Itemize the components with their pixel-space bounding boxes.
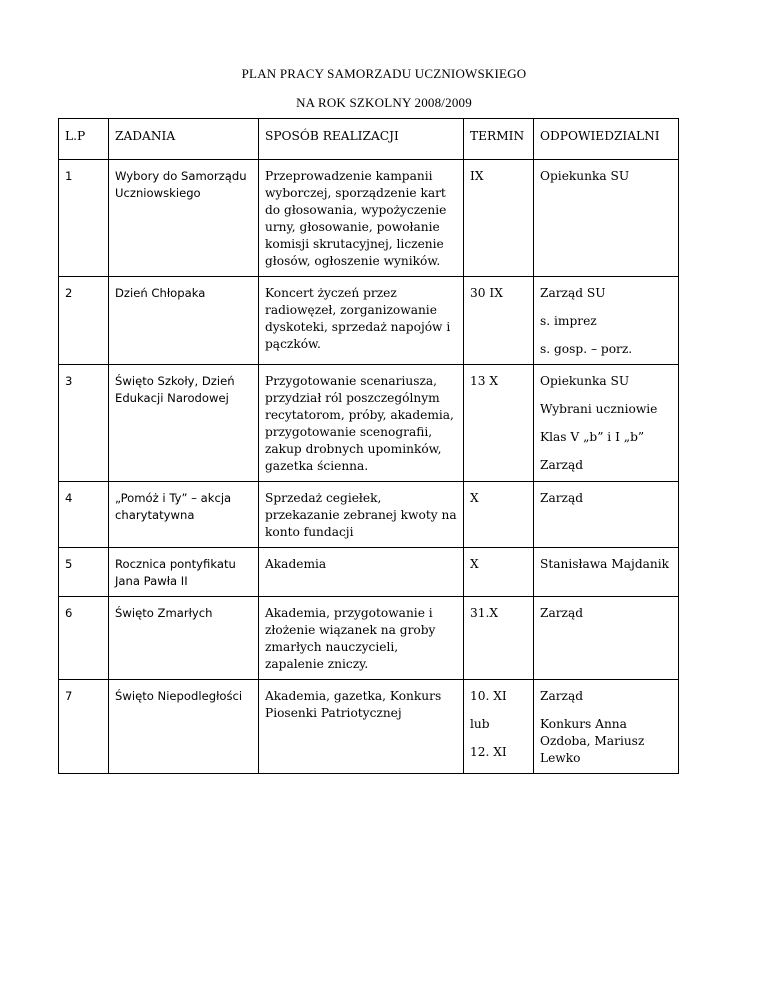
cell-termin bbox=[464, 597, 534, 680]
cell-termin-line: X bbox=[470, 491, 479, 505]
cell-lp: 1 bbox=[59, 160, 109, 277]
cell-sposob-realizacji: Przygotowanie scenariusza, przydział ról poszczególnym recytatorom, próby, akademia, przygotowanie scenografii, zakup drobnych upominków, gazetka ścienna. bbox=[259, 365, 464, 482]
cell-odpowiedzialni bbox=[534, 597, 679, 680]
table-header-row bbox=[59, 119, 679, 160]
cell-termin-line: IX bbox=[470, 169, 484, 183]
cell-odpowiedzialni-line: Zarząd bbox=[540, 606, 584, 620]
cell-zadania: Święto Niepodległości bbox=[109, 680, 259, 774]
cell-odpowiedzialni-line: Opiekunka SU bbox=[540, 374, 630, 388]
header-lp: L.P bbox=[59, 119, 109, 160]
cell-termin-line: X bbox=[470, 557, 479, 571]
cell-odpowiedzialni-line: Zarząd SU bbox=[540, 286, 606, 300]
header-odpowiedzialni: ODPOWIEDZIALNI bbox=[534, 119, 679, 160]
cell-odpowiedzialni bbox=[534, 160, 679, 277]
document-subtitle: NA ROK SZKOLNY 2008/2009 bbox=[296, 95, 472, 110]
cell-odpowiedzialni bbox=[534, 680, 679, 774]
cell-termin-line: lub bbox=[470, 717, 490, 731]
cell-zadania: Wybory do Samorządu Uczniowskiego bbox=[109, 160, 259, 277]
cell-odpowiedzialni-line: Opiekunka SU bbox=[540, 169, 630, 183]
cell-lp: 3 bbox=[59, 365, 109, 482]
table-row bbox=[59, 277, 679, 365]
cell-odpowiedzialni-line: Stanisława Majdanik bbox=[540, 557, 670, 571]
cell-termin bbox=[464, 680, 534, 774]
cell-odpowiedzialni bbox=[534, 548, 679, 597]
cell-termin bbox=[464, 365, 534, 482]
cell-zadania: Dzień Chłopaka bbox=[109, 277, 259, 365]
cell-lp: 2 bbox=[59, 277, 109, 365]
cell-sposob-realizacji: Sprzedaż cegiełek, przekazanie zebranej kwoty na konto fundacji bbox=[259, 482, 464, 548]
cell-sposob-realizacji: Koncert życzeń przez radiowęzeł, zorganizowanie dyskoteki, sprzedaż napojów i pączków. bbox=[259, 277, 464, 365]
cell-lp: 6 bbox=[59, 597, 109, 680]
cell-odpowiedzialni bbox=[534, 365, 679, 482]
table-row bbox=[59, 365, 679, 482]
cell-odpowiedzialni bbox=[534, 277, 679, 365]
cell-sposob-realizacji: Akademia, gazetka, Konkurs Piosenki Patriotycznej bbox=[259, 680, 464, 774]
cell-sposob-realizacji: Akademia bbox=[259, 548, 464, 597]
cell-zadania: Święto Zmarłych bbox=[109, 597, 259, 680]
cell-odpowiedzialni-line: s. imprez bbox=[540, 314, 597, 328]
cell-termin bbox=[464, 482, 534, 548]
table-row bbox=[59, 680, 679, 774]
cell-termin bbox=[464, 160, 534, 277]
work-plan-table bbox=[58, 118, 679, 774]
header-zadania: ZADANIA bbox=[109, 119, 259, 160]
cell-odpowiedzialni-line: Klas V „b” i I „b” bbox=[540, 430, 645, 444]
cell-sposob-realizacji: Przeprowadzenie kampanii wyborczej, sporządzenie kart do głosowania, wypożyczenie urny, głosowanie, powołanie komisji skrutacyjnej, liczenie głosów, ogłoszenie wyników. bbox=[259, 160, 464, 277]
table-row bbox=[59, 548, 679, 597]
cell-odpowiedzialni-line: Zarząd bbox=[540, 458, 584, 472]
table-row bbox=[59, 160, 679, 277]
cell-odpowiedzialni bbox=[534, 482, 679, 548]
cell-lp: 5 bbox=[59, 548, 109, 597]
header-termin: TERMIN bbox=[464, 119, 534, 160]
cell-termin-line: 31.X bbox=[470, 606, 499, 620]
cell-odpowiedzialni-line: Wybrani uczniowie bbox=[540, 402, 658, 416]
cell-odpowiedzialni-line: Zarząd bbox=[540, 689, 584, 703]
cell-termin bbox=[464, 277, 534, 365]
cell-termin-line: 12. XI bbox=[470, 745, 507, 759]
document-title: PLAN PRACY SAMORZADU UCZNIOWSKIEGO bbox=[241, 66, 527, 81]
cell-termin-line: 30 IX bbox=[470, 286, 503, 300]
cell-termin bbox=[464, 548, 534, 597]
cell-odpowiedzialni-line: Konkurs Anna Ozdoba, Mariusz Lewko bbox=[540, 717, 645, 765]
table-row bbox=[59, 482, 679, 548]
cell-zadania: Rocznica pontyfikatu Jana Pawła II bbox=[109, 548, 259, 597]
table-row bbox=[59, 597, 679, 680]
cell-odpowiedzialni-line: s. gosp. – porz. bbox=[540, 342, 633, 356]
cell-termin-line: 10. XI bbox=[470, 689, 507, 703]
cell-zadania: Święto Szkoły, Dzień Edukacji Narodowej bbox=[109, 365, 259, 482]
header-sposob-realizacji: SPOSÓB REALIZACJI bbox=[259, 119, 464, 160]
cell-lp: 7 bbox=[59, 680, 109, 774]
cell-zadania: „Pomóż i Ty” – akcja charytatywna bbox=[109, 482, 259, 548]
cell-lp: 4 bbox=[59, 482, 109, 548]
cell-odpowiedzialni-line: Zarząd bbox=[540, 491, 584, 505]
cell-termin-line: 13 X bbox=[470, 374, 499, 388]
cell-sposob-realizacji: Akademia, przygotowanie i złożenie wiązanek na groby zmarłych nauczycieli, zapalenie zniczy. bbox=[259, 597, 464, 680]
